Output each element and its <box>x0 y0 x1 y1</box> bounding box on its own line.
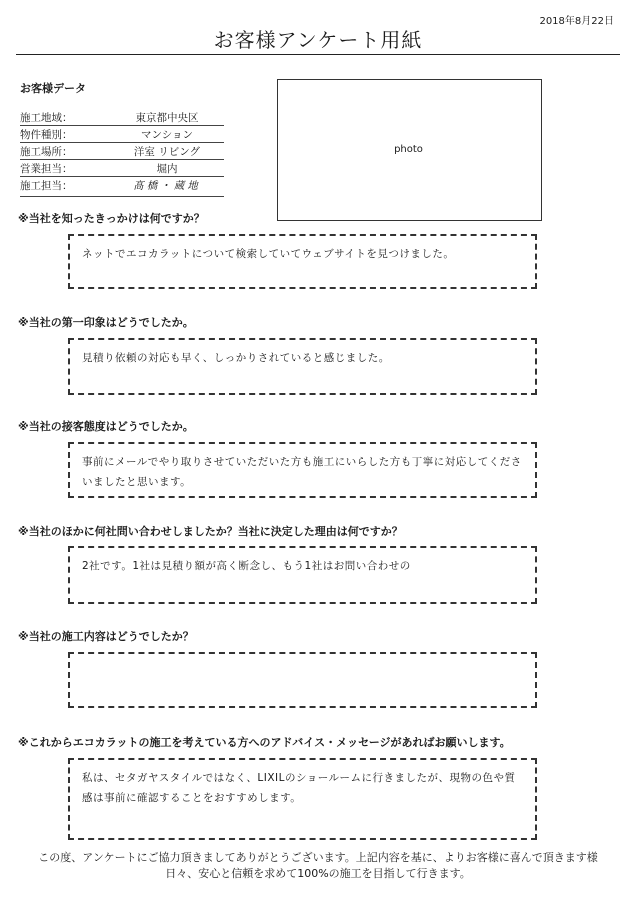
question-6: ※これからエコカラットの施工を考えている方へのアドバイス・メッセージがあればお願いします。 <box>18 736 511 749</box>
info-label: 営業担当： <box>20 163 73 175</box>
title-divider <box>16 54 620 55</box>
customer-section-title: お客様データ <box>20 82 86 95</box>
info-row-sales <box>20 159 224 177</box>
info-row-location <box>20 142 224 160</box>
question-2: ※当社の第一印象はどうでしたか。 <box>18 316 194 329</box>
photo-label: photo <box>394 144 423 155</box>
info-value: 東京都中央区 <box>135 112 199 124</box>
info-label: 施工担当： <box>20 180 73 192</box>
answer-text-1: ネットでエコカラットについて検索していてウェブサイトを見つけました。 <box>82 248 455 260</box>
survey-date: 2018年8月22日 <box>539 16 614 27</box>
info-row-installer <box>20 176 224 197</box>
info-value: 洋室 リビング <box>133 146 201 158</box>
info-value: マンション <box>140 129 194 141</box>
answer-box-3 <box>68 442 537 498</box>
answer-box-4 <box>68 546 537 604</box>
page-title: お客様アンケート用紙 <box>213 28 423 52</box>
answer-text-2: 見積り依頼の対応も早く、しっかりされていると感じました。 <box>82 352 390 364</box>
question-1: ※当社を知ったきっかけは何ですか？ <box>18 212 205 225</box>
answer-box-2 <box>68 338 537 395</box>
answer-text-4: 2社です。1社は見積り額が高く断念し、もう1社はお問い合わせの <box>82 560 411 572</box>
answer-text-6: 私は、セタガヤスタイルではなく、LIXILのショールームに行きましたが、現物の色や質感は事前に確認することをおすすめします。 <box>82 772 516 804</box>
answer-box-1 <box>68 234 537 289</box>
question-3: ※当社の接客態度はどうでしたか。 <box>18 420 194 433</box>
answer-box-5 <box>68 652 537 708</box>
info-label: 物件種別： <box>20 129 73 141</box>
info-label: 施工場所： <box>20 146 73 158</box>
answer-box-6 <box>68 758 537 840</box>
info-row-area <box>20 108 224 126</box>
question-5: ※当社の施工内容はどうでしたか？ <box>18 630 194 643</box>
installer-signature: 髙橋・蔵地 <box>133 180 201 192</box>
answer-text-5 <box>70 654 535 670</box>
question-4: ※当社のほかに何社問い合わせしましたか？当社に決定した理由は何ですか？ <box>18 525 403 538</box>
footer-line-2: 日々、安心と信頼を求めて100%の施工を目指して行きます。 <box>165 867 471 880</box>
answer-text-3: 事前にメールでやり取りさせていただいた方も施工にいらした方も丁寧に対応してくださいましたと思います。 <box>82 456 522 488</box>
info-label: 施工地域： <box>20 112 73 124</box>
info-value: 堀内 <box>156 163 178 175</box>
footer-line-1: この度、アンケートにご協力頂きましてありがとうございます。上記内容を基に、よりお客様に喜んで頂きます様 <box>38 851 598 864</box>
info-row-property-type <box>20 125 224 143</box>
